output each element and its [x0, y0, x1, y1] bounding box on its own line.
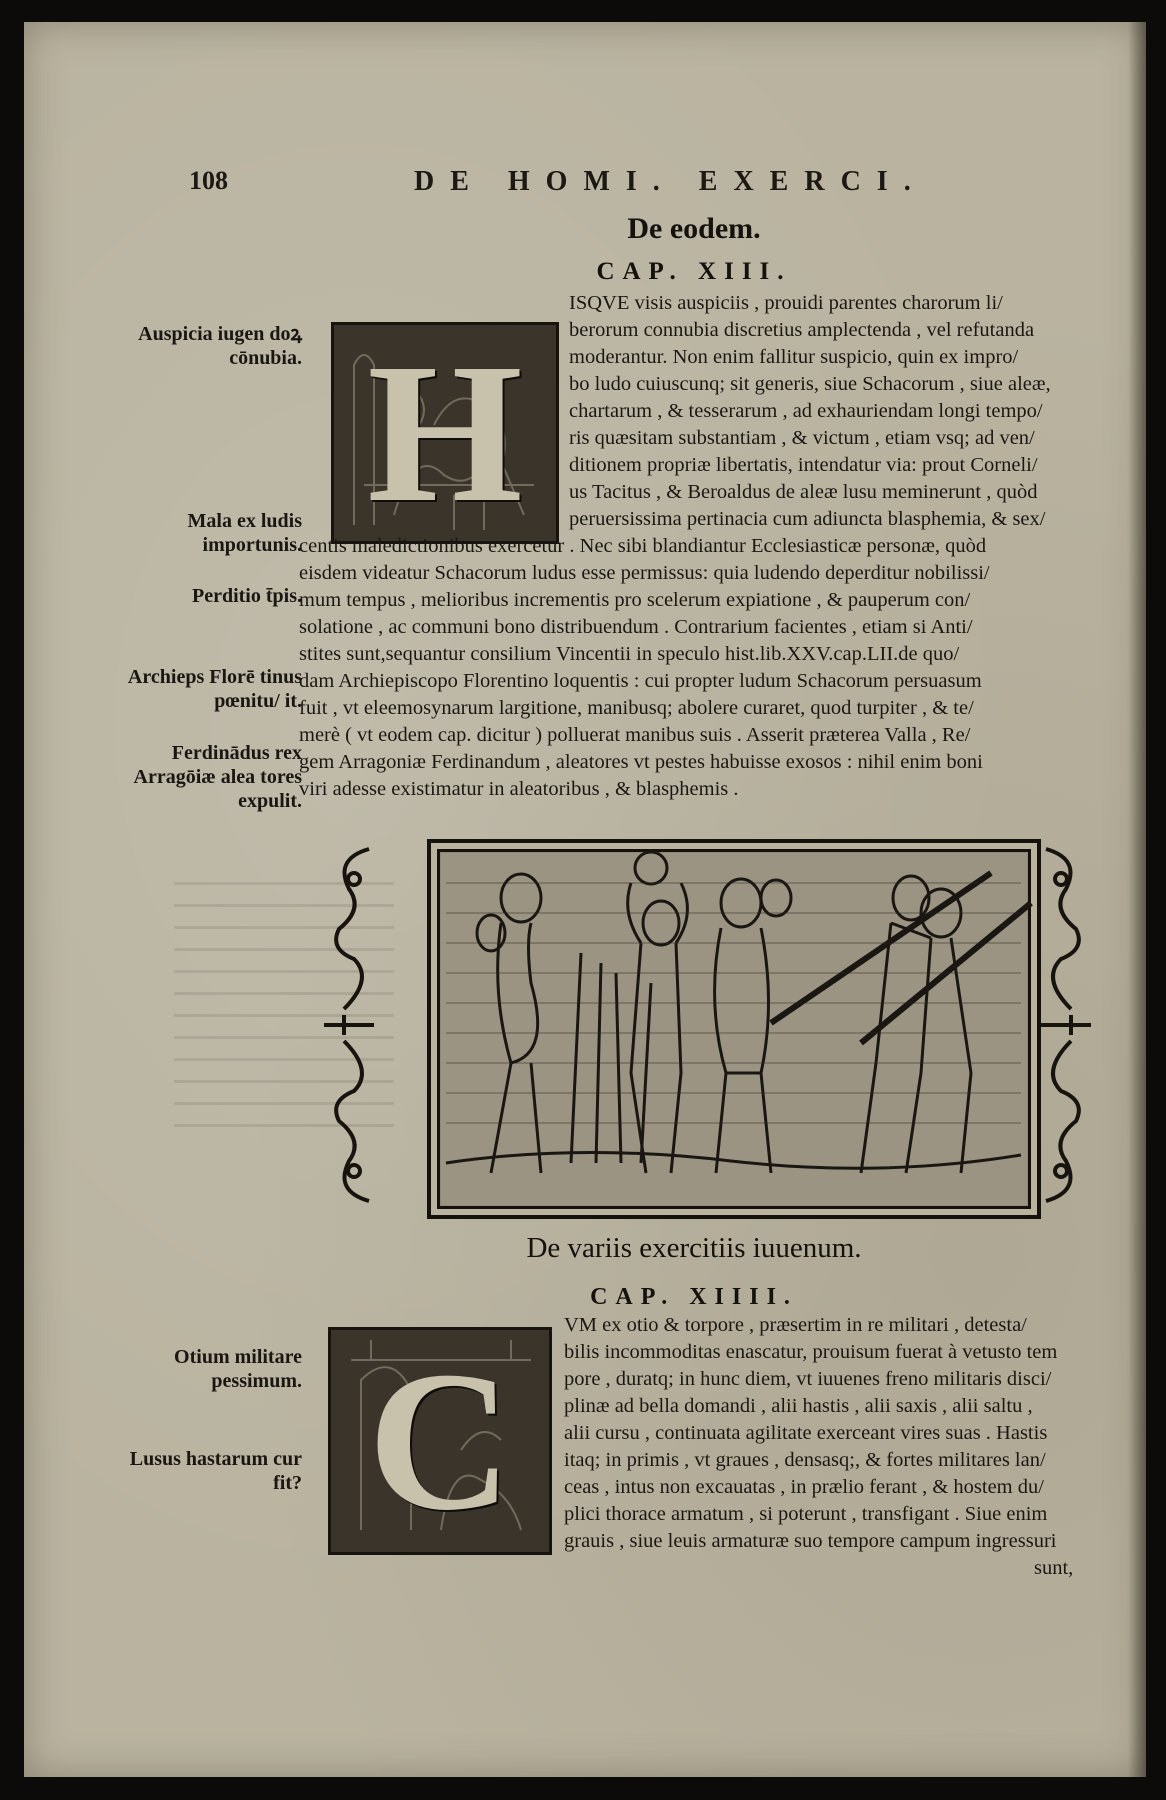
marginal-note: Mala ex ludis importunis.	[187, 510, 302, 556]
text-line: ditionem propriæ libertatis, intendatur via: prout Corneli/	[569, 454, 1038, 476]
chapter-title: De eodem.	[627, 212, 761, 245]
marginal-note: Lusus hastarum cur fit?	[129, 1448, 302, 1494]
text-line: berorum connubia discretius amplectenda , vel refutanda	[569, 319, 1035, 341]
text-line: itaq; in primis , vt graues , densasq;, & fortes militares lan/	[564, 1449, 1046, 1471]
text-line: bilis incommoditas enascatur, prouisum fuerat à vetusto tem	[564, 1341, 1058, 1363]
text-line: mum tempus , melioribus incrementis pro scelerum expiatione , & pauperum con/	[299, 589, 971, 611]
text-line: alii cursu , continuata agilitate exerceant vires suas . Hastis	[564, 1422, 1048, 1444]
text-line: bo ludo cuiuscunq; sit generis, siue Schacorum , siue aleæ,	[569, 373, 1051, 395]
text-line: merè ( vt eodem cap. dicitur ) polluerat manibus suis . Asserit præterea Valla , Re/	[299, 724, 971, 746]
text-line: plici thorace armatum , si poterunt , transfigant . Siue enim	[564, 1503, 1048, 1525]
text-line: viri adesse existimatur in aleatoribus , & blasphemis .	[299, 778, 739, 800]
text-line: dam Archiepiscopo Florentino loquentis : cui propter ludum Schacorum persuasum	[299, 670, 982, 692]
text-line: moderantur. Non enim fallitur suspicio, quin ex impro/	[569, 346, 1019, 368]
marginal-note: Perditio t̄pis.	[192, 585, 302, 607]
text-line: ris quæsitam substantiam , & victum , etiam vsq; ad ven/	[569, 427, 1035, 449]
text-line: pore , duratq; in hunc diem, vt iuuenes freno militaris disci/	[564, 1368, 1052, 1390]
chapter-title: De variis exercitiis iuuenum.	[526, 1232, 862, 1264]
page-number: 108	[189, 166, 228, 195]
marginal-note: Archieps Florē tinus pœnitu/ it.	[127, 666, 302, 712]
text-line: chartarum , & tesserarum , ad exhauriendam longi tempo/	[569, 400, 1043, 422]
book-page	[24, 22, 1146, 1777]
text-line: VM ex otio & torpore , præsertim in re militari , detesta/	[564, 1314, 1027, 1336]
initial-letter: C	[367, 1330, 513, 1552]
initial-letter: H	[367, 322, 523, 544]
text-line: plinæ ad bella domandi , alii hastis , alii saxis , alii saltu ,	[564, 1395, 1033, 1417]
marginal-note: Otium militare pessimum.	[174, 1346, 302, 1392]
text-line: sunt,	[1034, 1557, 1074, 1579]
text-line: us Tacitus , & Beroaldus de aleæ lusu meminerunt , quòd	[569, 481, 1038, 503]
chapter-number: CAP. XIIII.	[590, 1284, 798, 1310]
text-line: ceas , intus non excauatas , in prælio ferant , & hostem du/	[564, 1476, 1044, 1498]
text-line: fuit , vt eleemosynarum largitione, manibusq; abolere curaret, quod turpiter , & te/	[299, 697, 974, 719]
text-line: gem Arragoniæ Ferdinandum , aleatores vt pestes habuisse exosos : nihil enim boni	[299, 751, 983, 773]
text-line: grauis , siue leuis armaturæ suo tempore campum ingressuri	[564, 1530, 1057, 1552]
chapter-number: CAP. XIII.	[596, 258, 792, 285]
text-line: centis maledictionibus exercetur . Nec sibi blandiantur Ecclesiasticæ personæ, quòd	[299, 535, 987, 557]
text-line: ISQVE visis auspiciis , prouidi parentes charorum li/	[569, 292, 1003, 314]
text-line: stites sunt,sequantur consilium Vincentii in speculo hist.lib.XXV.cap.LII.de quo/	[299, 643, 960, 665]
text-line: eisdem videatur Schacorum ludus esse permissus: quia ludendo deperditur nobilissi/	[299, 562, 990, 584]
text-line: solatione , ac communi bono distribuendum . Contrarium facientes , etiam si Anti/	[299, 616, 973, 638]
marginal-note: Auspicia iugen doꝝ cōnubia.	[138, 323, 302, 369]
running-head: DE HOMI. EXERCI.	[414, 166, 927, 197]
chapter-2-body	[24, 22, 1146, 1622]
marginal-note: Ferdinādus rex Arragōiæ alea tores expulit.	[133, 742, 302, 812]
text-line: peruersissima pertinacia cum adiuncta blasphemia, & sex/	[569, 508, 1046, 530]
